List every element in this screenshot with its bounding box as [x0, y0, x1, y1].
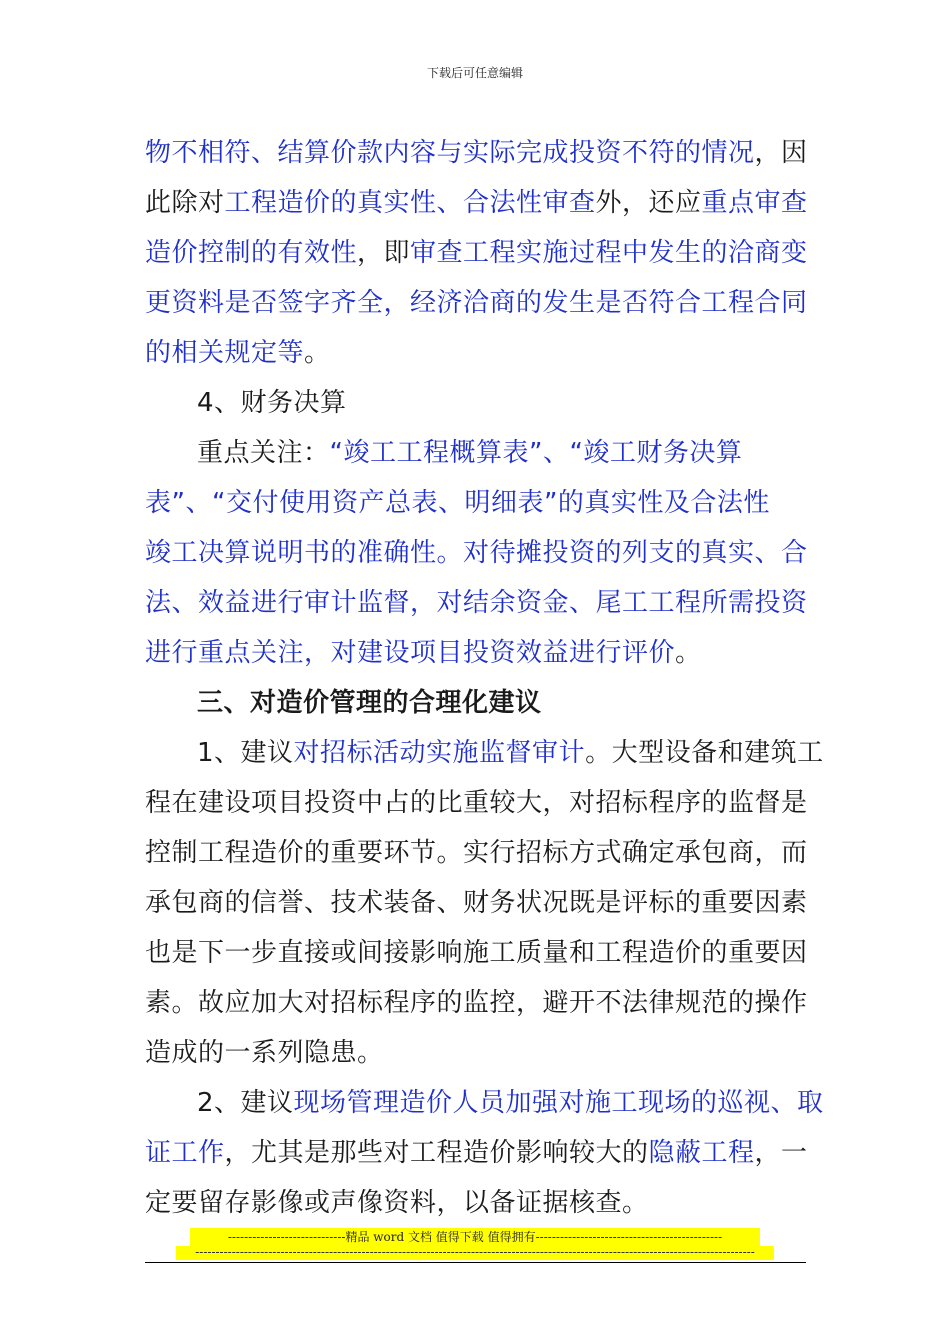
text-line — [145, 228, 810, 278]
highlighted-text: 现场管理造价人员加强对施工现场的巡视、取 — [293, 1088, 824, 1118]
highlighted-text: 更资料是否签字齐全，经济洽商的发生是否符合工程合同 — [145, 288, 808, 318]
highlighted-text: 进行重点关注，对建设项目投资效益进行评价 — [145, 638, 676, 668]
highlighted-text: 竣工决算说明书的准确性。 — [145, 538, 464, 568]
text-line — [145, 878, 810, 928]
body-text: ，一 — [754, 1138, 808, 1168]
body-text: 素。故应加大对招标程序的监控，避开不法律规范的操作 — [145, 988, 808, 1018]
highlighted-text: 对招标活动实施监督审计 — [293, 738, 586, 768]
text-line — [145, 178, 810, 228]
body-text: 2、建议 — [197, 1088, 294, 1118]
text-line — [145, 728, 824, 778]
body-text: 程在建设项目投资中占的比重较大，对招标程序的监督是 — [145, 788, 808, 818]
body-text: 承包商的信誉、技术装备、财务状况既是评标的重要因素 — [145, 888, 808, 918]
text-line — [145, 1178, 810, 1228]
text-line — [145, 578, 810, 628]
text-line — [145, 978, 810, 1028]
section-heading — [145, 678, 810, 728]
text-line — [145, 428, 810, 478]
body-text: 1、建议 — [197, 738, 294, 768]
body-text: 。大型设备和建筑工 — [585, 738, 824, 768]
text-line — [145, 378, 810, 428]
highlighted-text: 造价控制的有效性 — [145, 238, 358, 268]
highlighted-text: 法、效益进行审计监督，对结余资金、尾工工程所需投资 — [145, 588, 808, 618]
highlighted-text: 重点审查 — [701, 188, 808, 218]
footer-rule — [145, 1262, 806, 1263]
highlighted-text: 工程造价的真实性、合法性审查 — [224, 188, 596, 218]
text-line — [145, 628, 810, 678]
body-text: 也是下一步直接或间接影响施工质量和工程造价的重要因 — [145, 938, 808, 968]
body-text: 三、对造价管理的合理化建议 — [197, 688, 542, 718]
body-text: ，即 — [357, 238, 411, 268]
highlighted-text: 物不相符、结算价款内容与实际完成投资不符的情况 — [145, 138, 755, 168]
text-line — [145, 478, 810, 528]
body-text: 。 — [304, 338, 331, 368]
text-line — [145, 1028, 810, 1078]
footer-dash-line: ------------------------------------------------------------------------------------------------------------------------------------------ — [176, 1246, 774, 1260]
body-text: 此除对 — [145, 188, 225, 218]
text-line — [145, 528, 810, 578]
body-text: 重点关注： — [197, 438, 330, 468]
body-text: 4、财务决算 — [197, 388, 347, 418]
body-text: 控制工程造价的重要环节。实行招标方式确定承包商，而 — [145, 838, 808, 868]
highlighted-text: 审查工程实施过程中发生的洽商变 — [410, 238, 808, 268]
highlighted-text: 对待摊投资的列支的真实、合 — [463, 538, 808, 568]
highlighted-text: 证工作 — [145, 1138, 225, 1168]
body-text: 外，还应 — [595, 188, 702, 218]
highlighted-text: 隐蔽工程 — [648, 1138, 755, 1168]
text-line — [145, 1128, 810, 1178]
body-text: 。 — [675, 638, 702, 668]
body-text: ，因 — [754, 138, 808, 168]
footer-banner: -----------------------------精品 word 文档 值得下载 值得拥有---------------------------------------------- — [190, 1228, 760, 1246]
highlighted-text: “竣工工程概算表”、“竣工财务决算 — [329, 438, 743, 468]
text-line — [145, 928, 810, 978]
page-header: 下载后可任意编辑 — [426, 66, 523, 80]
body-text: 定要留存影像或声像资料，以备证据核查。 — [145, 1188, 649, 1218]
document-body — [145, 128, 824, 1228]
body-text: 造成的一系列隐患。 — [145, 1038, 384, 1068]
text-line — [145, 778, 810, 828]
body-text: ，尤其是那些对工程造价影响较大的 — [224, 1138, 649, 1168]
text-line — [145, 278, 810, 328]
text-line — [145, 828, 810, 878]
highlighted-text: 的相关规定等 — [145, 338, 305, 368]
highlighted-text: 表”、“交付使用资产总表、明细表”的真实性及合法性 — [145, 488, 770, 518]
text-line — [145, 328, 810, 378]
text-line — [145, 1078, 824, 1128]
text-line — [145, 128, 810, 178]
